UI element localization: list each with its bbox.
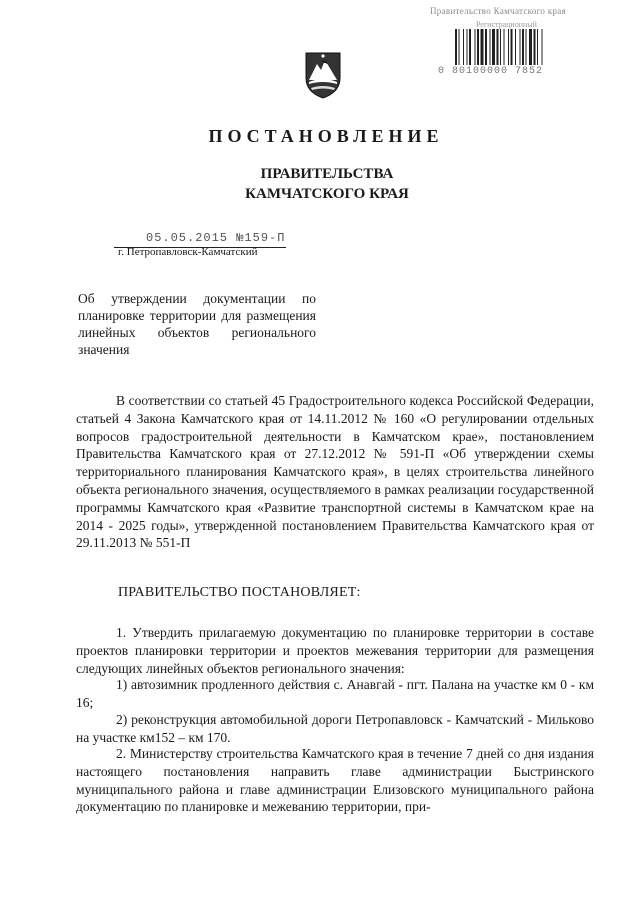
issuer-line-2: КАМЧАТСКОГО КРАЯ [245, 186, 409, 202]
document-subject: Об утверждении документации по планировке территории для размещения линейных объектов регионального значения [78, 291, 316, 357]
barcode-image [455, 29, 583, 65]
issuer-line-1: ПРАВИТЕЛЬСТВА [260, 166, 394, 182]
document-title: ПОСТАНОВЛЕНИЕ [208, 126, 444, 146]
place-of-issue: г. Петропавловск-Камчатский [118, 246, 258, 258]
resolves-heading: ПРАВИТЕЛЬСТВО ПОСТАНОВЛЯЕТ: [118, 585, 361, 600]
registration-stamp-subtext: Регистрационный [476, 20, 537, 29]
preamble-paragraph: В соответствии со статьей 45 Градостроительного кодекса Российской Федерации, статьей 4 Закона Камчатского края от 14.11.2012 № 160 «О регулировании отдельных вопросов градостроительной деятельности в Камчатском крае», постановлением Правительства Камчатского края от 27.12.2012 № 591-П «Об утверждении схемы территориального планирования Камчатского края», в целях строительства линейного объекта регионального значения, осуществляемого в рамках реализации государственной программы Камчатского края «Развитие транспортной системы в Камчатском крае на 2014 - 2025 годы», утвержденной постановлением Правительства Камчатского края от 29.11.2013 № 551-П [76, 393, 594, 551]
registration-stamp-text: Правительство Камчатского края [430, 6, 566, 16]
kamchatka-coat-of-arms-emblem [303, 50, 343, 100]
barcode-number: 0 80100000 7852 [438, 66, 544, 77]
item-1-paragraph: 1. Утвердить прилагаемую документацию по планировке территории в составе проектов планировки территории и проектов межевания территории для размещения следующих линейных объектов регионального значения: [76, 625, 594, 676]
item-1-subitem-2: 2) реконструкция автомобильной дороги Петропавловск - Камчатский - Мильково на участке км152 – км 170. [76, 712, 594, 745]
item-2-paragraph: 2. Министерству строительства Камчатского края в течение 7 дней со дня издания настоящего постановления направить главе администрации Быстринского муниципального района и главе администрации Елизовского муниципального района документацию по планировке и межеванию территории, при- [76, 746, 594, 815]
item-1-subitem-1: 1) автозимник продленного действия с. Анавгай - пгт. Палана на участке км 0 - км 16; [76, 677, 594, 710]
date-and-number: 05.05.2015 №159-П [146, 231, 286, 245]
